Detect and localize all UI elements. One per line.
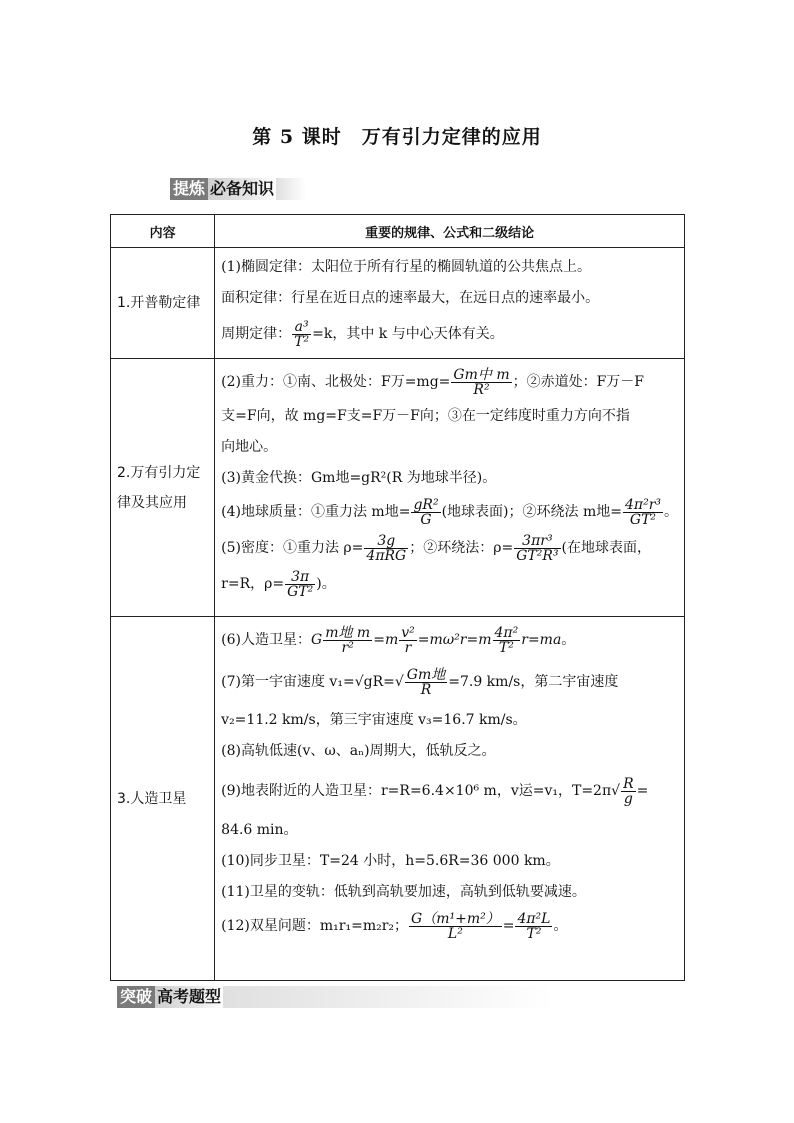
section-banner-knowledge — [170, 178, 306, 200]
text-fragment: (9)地表附近的人造卫星：r=R=6.4×10⁶ m，v运=v₁，T=2π — [221, 783, 612, 799]
fraction: $\frac{\text{4π²L}}{\text{T²}}$ — [517, 910, 551, 942]
density-line — [221, 530, 678, 566]
table-row — [111, 617, 685, 981]
fraction: $\frac{\text{v²}}{r}$ — [401, 624, 415, 656]
text-fragment: r=R，ρ= — [221, 576, 285, 592]
text-fragment: (地球表面)；②环绕法 m地= — [441, 504, 622, 520]
text-fragment: (4)地球质量：①重力法 m地= — [221, 504, 411, 520]
fraction: $\frac{\text{4π²r³}}{\text{GT²}}$ — [624, 496, 661, 528]
text-line: 面积定律：行星在近日点的速率最大，在远日点的速率最小。 — [221, 290, 600, 306]
satellite-line: (6)人造卫星：G $\frac{\text{m地 m}}{\text{r²}}$ =m $\frac{\text{v²}}{r}$ =mω²r=m $\frac{\text{4π²}}{\text{T²}}$ r=ma。 — [221, 624, 576, 656]
page-title: 第 5 课时 万有引力定律的应用 — [252, 126, 542, 148]
banner-dark-label: 提炼 — [170, 178, 208, 200]
banner-fade — [276, 178, 306, 200]
text-fragment: (7)第一宇宙速度 v₁=√gR= — [221, 674, 395, 690]
first-velocity-line: (7)第一宇宙速度 v₁=√gR=√ $\frac{\text{Gm地}}{R}$ =7.9 km/s，第二宇宙速度 — [221, 666, 619, 698]
text-fragment: =k，其中 k 与中心天体有关。 — [312, 326, 504, 342]
earth-mass-line: (4)地球质量：①重力法 m地= $\frac{\text{gR²}}{G}$ (地球表面)；②环绕法 m地= $\frac{\text{4π²r³}}{\text{GT²}}$ 。 — [221, 496, 678, 528]
banner-fade — [223, 986, 553, 1008]
text-fragment: =7.9 km/s，第二宇宙速度 — [448, 674, 619, 690]
text-fragment: ；②赤道处：F万－F — [512, 374, 645, 390]
text-fragment: (2)重力：①南、北极处：F万=mg= — [221, 374, 451, 390]
text-line: 向地心。 — [221, 439, 278, 455]
text-line: 84.6 min。 — [221, 822, 298, 838]
fraction: $\frac{3g}{\text{4πRG}}$ — [366, 532, 407, 564]
row-label: 3.人造卫星 — [111, 617, 215, 981]
fraction: $\frac{\text{m地 m}}{\text{r²}}$ — [325, 624, 371, 656]
gravity-line — [221, 363, 678, 401]
binary-star-line: (12)双星问题：m₁r₁=m₂r₂； $\frac{\text{G（m¹+m²）}}{\text{L²}}$ = $\frac{\text{4π²L}}{\text{T²}}$ 。 — [221, 910, 568, 942]
table-row — [111, 248, 685, 359]
kepler-third-law — [221, 314, 678, 354]
text-fragment: (6)人造卫星： — [221, 632, 311, 648]
text-line: (1)椭圆定律：太阳位于所有行星的椭圆轨道的公共焦点上。 — [221, 259, 591, 275]
banner-dark-label: 突破 — [117, 986, 155, 1008]
fraction: $\frac{\text{gR²}}{G}$ — [413, 496, 439, 528]
near-earth-line: (9)地表附近的人造卫星：r=R=6.4×10⁶ m，v运=v₁，T=2π√ $\frac{R}{g}$ = — [221, 775, 649, 807]
fraction: $\frac{\text{Gm中 m}}{\text{R²}}$ — [453, 366, 510, 398]
text-fragment: 周期定律： — [221, 326, 292, 342]
header-formulas: 重要的规律、公式和二级结论 — [215, 215, 685, 248]
row-content — [215, 248, 685, 359]
fraction: $\frac{\text{3πr³}}{\text{GT²R³}}$ — [516, 532, 559, 564]
text-line: (10)同步卫星：T=24 小时，h=5.6R=36 000 km。 — [221, 853, 560, 869]
row-content — [215, 617, 685, 981]
knowledge-table — [110, 214, 685, 981]
fraction: $\frac{R}{g}$ — [623, 775, 634, 807]
banner-light-label: 高考题型 — [157, 987, 222, 1006]
table-row — [111, 359, 685, 617]
text-line: v₂=11.2 km/s，第三宇宙速度 v₃=16.7 km/s。 — [221, 712, 527, 728]
text-line: (8)高轨低速(v、ω、aₙ)周期大，低轨反之。 — [221, 743, 496, 759]
text-fragment: (在地球表面， — [561, 540, 651, 556]
header-content: 内容 — [111, 215, 215, 248]
fraction: $\frac{3\pi}{\text{GT²}}$ — [287, 568, 314, 600]
section-banner-exam — [117, 986, 553, 1008]
fraction: $\frac{\text{a³}}{\text{T²}}$ — [294, 318, 310, 350]
text-fragment: (12)双星问题：m₁r₁=m₂r₂； — [221, 918, 409, 934]
text-line: 支=F向，故 mg=F支=F万－F向；③在一定纬度时重力方向不指 — [221, 408, 630, 424]
text-fragment: ；②环绕法：ρ= — [409, 540, 514, 556]
table-header-row — [111, 215, 685, 248]
text-line: (3)黄金代换：Gm地=gR²(R 为地球半径)。 — [221, 470, 497, 486]
row-label: 1.开普勒定律 — [111, 248, 215, 359]
text-fragment: (5)密度：①重力法 ρ= — [221, 540, 364, 556]
fraction: $\frac{\text{4π²}}{\text{T²}}$ — [494, 624, 519, 656]
row-content — [215, 359, 685, 617]
fraction: $\frac{\text{G（m¹+m²）}}{\text{L²}}$ — [411, 910, 500, 942]
row-label: 2.万有引力定律及其应用 — [111, 359, 215, 617]
banner-light-label: 必备知识 — [210, 179, 275, 198]
density-line-2: r=R，ρ= $\frac{3\pi}{\text{GT²}}$ )。 — [221, 568, 336, 600]
text-line: (11)卫星的变轨：低轨到高轨要加速，高轨到低轨要减速。 — [221, 884, 586, 900]
fraction: $\frac{\text{Gm地}}{R}$ — [406, 666, 446, 698]
